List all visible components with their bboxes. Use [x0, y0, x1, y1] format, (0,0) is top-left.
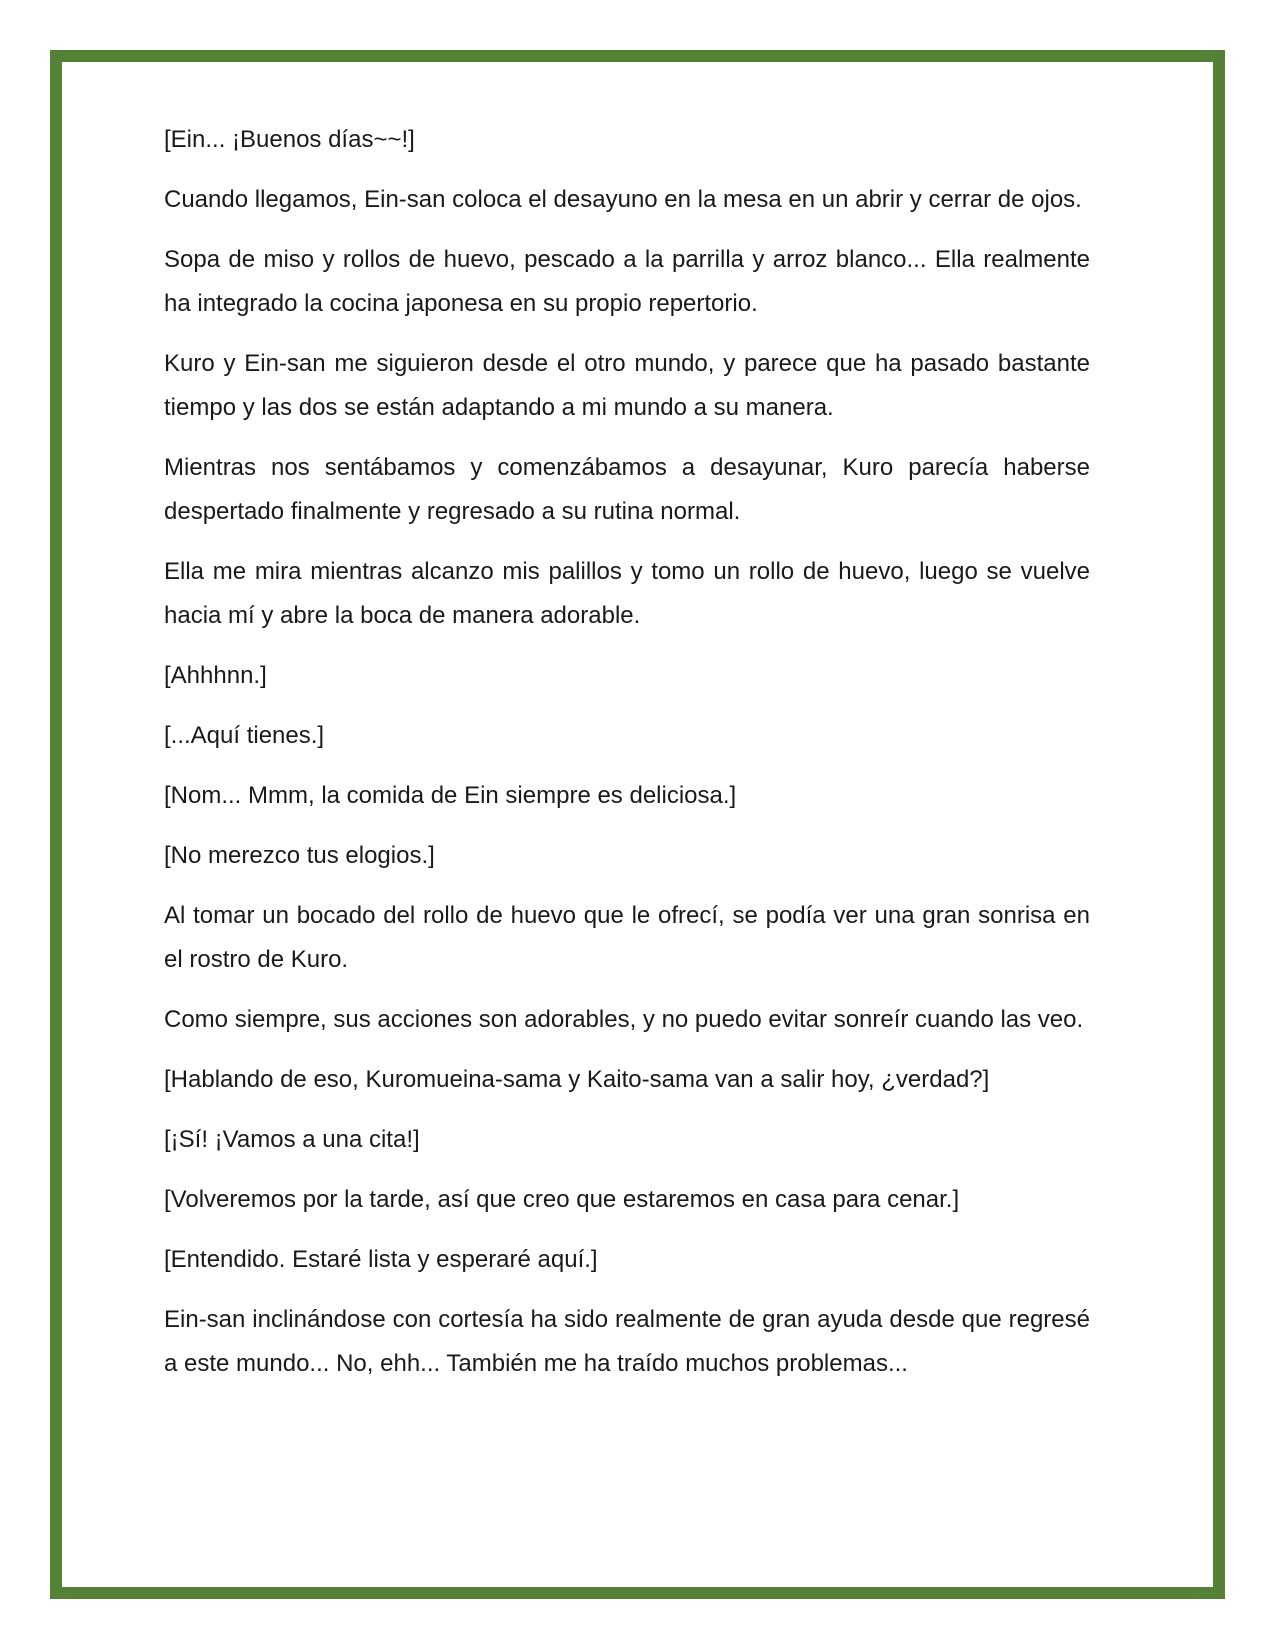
paragraph: [Ahhhnn.] [164, 662, 267, 689]
paragraph: [Volveremos por la tarde, así que creo que estaremos en casa para cenar.] [164, 1186, 960, 1213]
paragraph: [¡Sí! ¡Vamos a una cita!] [164, 1126, 420, 1153]
paragraph: [Ein... ¡Buenos días~~!] [164, 126, 415, 153]
paragraph: Sopa de miso y rollos de huevo, pescado a la parrilla y arroz blanco... Ella realmente ha integrado la cocina japonesa en su propio repertorio. [164, 246, 1090, 317]
paragraph: Ein-san inclinándose con cortesía ha sido realmente de gran ayuda desde que regresé a este mundo... No, ehh... También me ha traído muchos problemas... [164, 1306, 1090, 1377]
paragraph: Kuro y Ein-san me siguieron desde el otro mundo, y parece que ha pasado bastante tiempo y las dos se están adaptando a mi mundo a su manera. [164, 350, 1090, 421]
paragraph: [Hablando de eso, Kuromueina-sama y Kaito-sama van a salir hoy, ¿verdad?] [164, 1066, 990, 1093]
paragraph: Cuando llegamos, Ein-san coloca el desayuno en la mesa en un abrir y cerrar de ojos. [164, 186, 1082, 213]
document-body [164, 118, 1090, 1402]
paragraph: Al tomar un bocado del rollo de huevo que le ofrecí, se podía ver una gran sonrisa en el rostro de Kuro. [164, 902, 1090, 973]
paragraph: Ella me mira mientras alcanzo mis palillos y tomo un rollo de huevo, luego se vuelve hacia mí y abre la boca de manera adorable. [164, 558, 1090, 629]
paragraph: [Nom... Mmm, la comida de Ein siempre es deliciosa.] [164, 782, 737, 809]
paragraph: [Entendido. Estaré lista y esperaré aquí.] [164, 1246, 598, 1273]
paragraph: [No merezco tus elogios.] [164, 842, 435, 869]
paragraph: [...Aquí tienes.] [164, 722, 325, 749]
paragraph: Como siempre, sus acciones son adorables, y no puedo evitar sonreír cuando las veo. [164, 1006, 1084, 1033]
paragraph: Mientras nos sentábamos y comenzábamos a desayunar, Kuro parecía haberse despertado finalmente y regresado a su rutina normal. [164, 454, 1090, 525]
